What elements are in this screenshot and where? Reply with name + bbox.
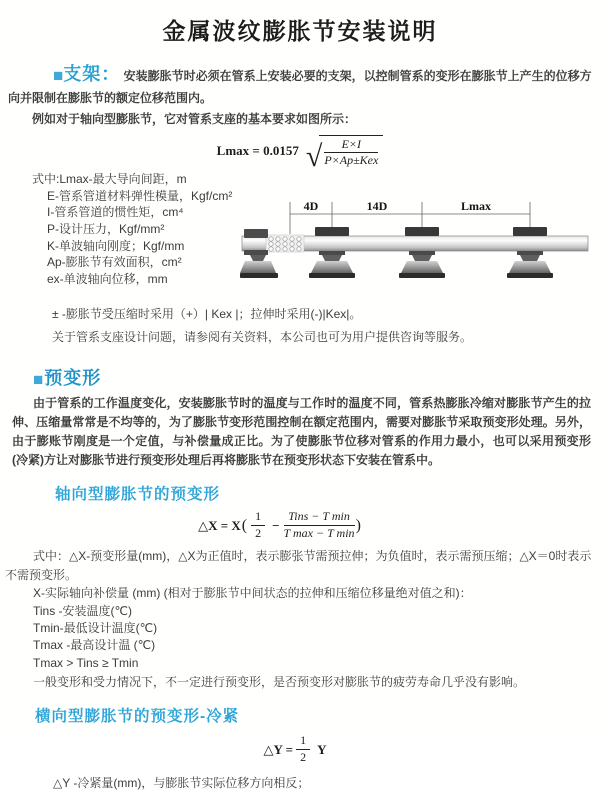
page-title: 金属波纹膨胀节安装说明 (162, 18, 438, 44)
fraction-denominator: P×Ap±Kex (324, 153, 379, 168)
definition-item: X-实际轴向补偿量 (mm) (相对于膨胀节中间状态的拉伸和压缩位移量绝对值之和)： (33, 586, 472, 601)
radical-expression (305, 135, 383, 174)
support-heading-label: 支架： (63, 64, 121, 84)
half-fraction: $\frac{1}{2}$ (296, 734, 310, 765)
dim-label-14d: 14D (366, 199, 388, 214)
dim-label-4d: 4D (303, 199, 319, 214)
axial-formula (0, 510, 560, 541)
definition-item: Tmax -最高设计温 (℃) (33, 638, 156, 653)
section-support (0, 60, 600, 348)
predeform-heading (33, 364, 600, 390)
axial-definitions-list (33, 585, 600, 672)
radicand (319, 135, 383, 169)
dim-label-lmax: Lmax (461, 199, 491, 214)
temperature-fraction: $\frac{\text{Tins − T min}}{\text{T max − T min}}$ (283, 509, 355, 541)
section-axial (0, 482, 600, 692)
open-paren: ( (241, 516, 248, 534)
support-intro-paragraph (8, 60, 592, 108)
formula-prefix: Lmax = 0.0157 (216, 143, 299, 159)
definition-item: Tmax > Tins ≥ Tmin (33, 655, 139, 670)
definition-item: ex-单波轴向位移，mm (47, 271, 168, 286)
pipe-support (309, 227, 355, 278)
definition-item: K-单波轴向刚度；Kgf/mm (47, 238, 185, 253)
formula-prefix: △X = X (198, 517, 241, 533)
definition-item: I-管系管道的惯性矩，cm⁴ (47, 205, 184, 220)
service-note: 关于管系支座设计问题，请参阅有关资料，本公司也可为用户提供咨询等服务。 (52, 330, 473, 345)
section-lateral (0, 704, 600, 793)
axial-heading: 轴向型膨胀节的预变形 (55, 486, 221, 504)
definition-item: Tins -安装温度(℃) (33, 603, 133, 618)
pipe-support (507, 227, 553, 278)
support-example-text: 例如对于轴向型膨胀节，它对管系支座的基本要求如图所示： (32, 112, 357, 127)
predeform-body: 由于管系的工作温度变化，安装膨胀节时的温度与工作时的温度不同，管系热膨胀冷缩对膨胀节产生的拉伸、压缩量常常是不均等的，为了膨胀节变形范围控制在额定范围内，需要对膨胀节采取预变形处理。另外，由于膨账节刚度是一个定值，与补偿量成正比。为了使膨胀节位移对管系的作用力最小，也可以采用预变形(冷紧)方让对膨胀节进行预变形处理后再将膨胀节在预变形状态下安装在管系中。 (12, 395, 591, 468)
minus-operator: − (272, 517, 280, 533)
support-intro-text: 安装膨胀节时必须在管系上安装必要的支架，以控制管系的变形在膨胀节上产生的位移方向并限制在膨胀节的额定位移范围内。 (8, 69, 592, 106)
formula-fraction (324, 138, 378, 169)
definition-item: Ap-膨胀节有效面积，cm² (47, 255, 182, 270)
close-paren: ) (355, 516, 361, 534)
section-marker-icon: ■ (53, 66, 64, 85)
half-fraction: $\frac{1}{2}$ (251, 510, 265, 541)
definition-item: P-设计压力，Kgf/mm² (47, 221, 165, 236)
definitions-and-diagram (32, 171, 592, 293)
lateral-desc: △Y -冷紧量(mm)，与膨胀节实际位移方向相反； (53, 776, 310, 791)
axial-where: 式中：△X-预变形量(mm)，△X为正值时，表示膨张节需预拉伸；为负值时，表示需预压缩；△X＝0时表示不需预变形。 (5, 548, 592, 583)
definition-item: E-管系管道材料弹性模量，Kgf/cm² (47, 188, 233, 203)
lateral-formula (0, 734, 590, 765)
section-predeform (0, 364, 600, 471)
where-line: 式中:Lmax-最大导向间距，m (32, 172, 187, 187)
sign-note: ± -膨胀节受压缩时采用（+）| Kex |；拉伸时采用(-)|Kex|。 (52, 307, 362, 322)
predeform-heading-label: 预变形 (44, 367, 102, 388)
pipe-support (399, 227, 445, 278)
support-heading (53, 64, 121, 85)
bellows (266, 235, 304, 252)
axial-note: 一般变形和受力情况下，不一定进行预变形，是否预变形对膨胀节的疲劳寿命几乎没有影响。 (33, 675, 526, 690)
fraction-numerator: E×I (324, 138, 378, 154)
section-marker-icon: ■ (33, 369, 45, 389)
definition-item: Tmin-最低设计温度(℃) (33, 621, 158, 636)
formula-prefix: △Y = (263, 741, 294, 757)
lateral-heading: 横向型膨胀节的预变形-冷紧 (35, 708, 240, 726)
lmax-formula (0, 135, 600, 174)
radical-sign-icon: √ (305, 140, 323, 174)
formula-suffix: Y (317, 741, 327, 757)
pipe-support-diagram (240, 198, 592, 298)
